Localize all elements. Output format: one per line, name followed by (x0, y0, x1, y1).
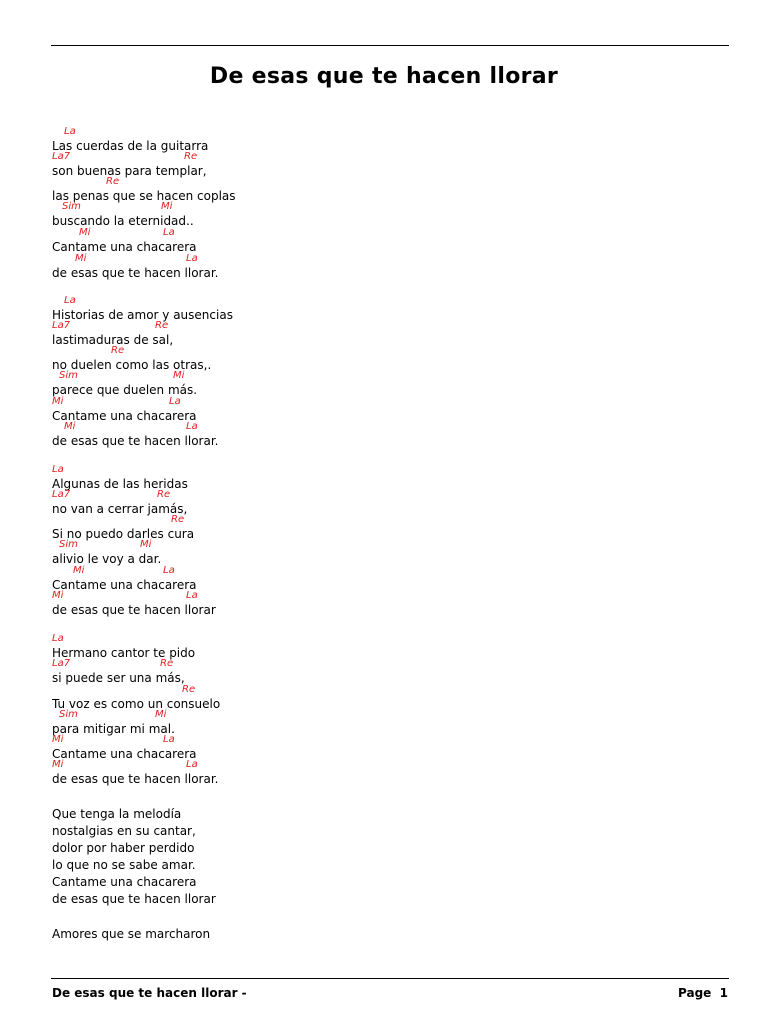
chord-label: Mi (75, 253, 87, 264)
lyric-line: Cantame una chacarera (52, 578, 197, 592)
lyric-line: buscando la eternidad.. (52, 214, 194, 228)
chord-label: La (64, 295, 76, 306)
lyric-line: dolor por haber perdido (52, 841, 195, 855)
chord-label: La (163, 734, 175, 745)
lyric-line: alivio le voy a dar. (52, 552, 162, 566)
lyric-line: lastimaduras de sal, (52, 333, 174, 347)
chord-label: Mi (52, 734, 64, 745)
chord-label: La7 (52, 151, 71, 162)
chord-label: La7 (52, 320, 71, 331)
lyric-line: nostalgias en su cantar, (52, 824, 196, 838)
lyric-line: Hermano cantor te pido (52, 646, 196, 660)
chord-label: Re (182, 684, 196, 695)
lyric-line: si puede ser una más, (52, 671, 185, 685)
footer-song-title: De esas que te hacen llorar - (52, 986, 247, 1000)
chord-label: Mi (73, 565, 85, 576)
lyric-line: Que tenga la melodía (52, 807, 182, 821)
lyric-line: Tu voz es como un consuelo (52, 697, 221, 711)
lyric-line: las penas que se hacen coplas (52, 189, 236, 203)
lyric-line: Cantame una chacarera (52, 747, 197, 761)
chord-label: La (186, 590, 198, 601)
chord-label: Re (155, 320, 169, 331)
chord-label: La (163, 565, 175, 576)
chord-label: La (169, 396, 181, 407)
lyric-line: no duelen como las otras,. (52, 358, 212, 372)
footer-page-label: Page (678, 986, 712, 1000)
chord-label: Mi (64, 421, 76, 432)
lyric-line: Si no puedo darles cura (52, 527, 195, 541)
lyric-line: de esas que te hacen llorar (52, 892, 216, 906)
chord-label: Mi (79, 227, 91, 238)
chord-label: La (52, 464, 64, 475)
chord-label: La (186, 759, 198, 770)
chord-label: Sim (59, 370, 78, 381)
lyric-line: Historias de amor y ausencias (52, 308, 233, 322)
footer-page-value: 1 (719, 986, 729, 1000)
lyric-line: lo que no se sabe amar. (52, 858, 196, 872)
lyric-line: parece que duelen más. (52, 383, 198, 397)
lyric-line: para mitigar mi mal. (52, 722, 175, 736)
chord-label: La (52, 633, 64, 644)
lyric-line: Cantame una chacarera (52, 409, 197, 423)
chord-label: La (186, 421, 198, 432)
chord-label: Mi (173, 370, 185, 381)
lyric-line: Algunas de las heridas (52, 477, 188, 491)
chord-label: Sim (59, 539, 78, 550)
lyric-line: Las cuerdas de la guitarra (52, 139, 209, 153)
lyric-line: no van a cerrar jamás, (52, 502, 188, 516)
chord-label: Re (171, 514, 185, 525)
chord-label: Re (111, 345, 125, 356)
chord-label: Sim (59, 709, 78, 720)
chord-label: Mi (161, 201, 173, 212)
footer-page-number (678, 986, 728, 1000)
footer-rule (51, 978, 729, 979)
chord-label: Re (160, 658, 174, 669)
chord-label: Sim (62, 201, 81, 212)
chord-label: La (163, 227, 175, 238)
chord-label: Mi (155, 709, 167, 720)
chord-label: Re (184, 151, 198, 162)
chord-label: Mi (52, 396, 64, 407)
lyric-line: Cantame una chacarera (52, 875, 197, 889)
chord-label: Re (106, 176, 120, 187)
chord-label: Mi (52, 590, 64, 601)
song-title: De esas que te hacen llorar (209, 64, 559, 89)
lyric-line: de esas que te hacen llorar (52, 603, 216, 617)
lyric-line: de esas que te hacen llorar. (52, 434, 219, 448)
lyric-line: son buenas para templar, (52, 164, 207, 178)
chord-label: La7 (52, 658, 71, 669)
chord-label: La7 (52, 489, 71, 500)
lyric-line: Cantame una chacarera (52, 240, 197, 254)
lyric-line: Amores que se marcharon (52, 927, 211, 941)
chord-label: Mi (52, 759, 64, 770)
chord-label: Re (157, 489, 171, 500)
chord-label: Mi (140, 539, 152, 550)
chord-label: La (64, 126, 76, 137)
lyric-line: de esas que te hacen llorar. (52, 772, 219, 786)
header-rule (51, 45, 729, 46)
chord-label: La (186, 253, 198, 264)
lyric-line: de esas que te hacen llorar. (52, 266, 219, 280)
